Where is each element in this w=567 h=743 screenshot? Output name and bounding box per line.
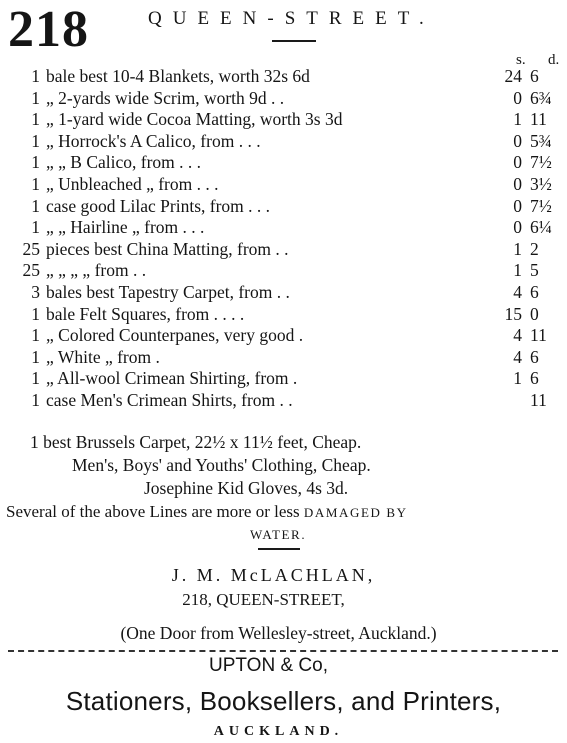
item-pence: 7½ [530, 195, 552, 216]
header-rule [272, 40, 316, 42]
item-quantity: 1 [31, 130, 40, 151]
section-rule [258, 548, 300, 550]
additional-lines [0, 431, 567, 546]
item-description: „ 1-yard wide Cocoa Matting, worth 3s 3d [46, 109, 343, 130]
damaged-notice-water: WATER. [250, 527, 307, 542]
list-item [0, 66, 567, 88]
item-description: „ Unbleached „ from . . . [46, 173, 219, 194]
item-shillings: 15 [504, 303, 522, 324]
item-quantity: 1 [31, 346, 40, 367]
item-shillings: 1 [513, 109, 522, 130]
merchant-address: 218, QUEEN-STREET, [182, 590, 345, 609]
item-description: „ Horrock's A Calico, from . . . [46, 130, 261, 151]
gloves-line: Josephine Kid Gloves, 4s 3d. [144, 478, 349, 498]
list-item [0, 239, 567, 261]
street-name: QUEEN-STREET. [148, 8, 435, 29]
item-description: „ „ Hairline „ from . . . [46, 217, 205, 238]
item-description: „ Colored Counterpanes, very good . [46, 325, 304, 346]
item-pence: 5¾ [530, 130, 552, 151]
item-pence: 6 [530, 281, 539, 302]
item-shillings: 0 [513, 173, 522, 194]
item-pence: 11 [530, 109, 547, 130]
firm-name: UPTON & Co, [209, 655, 328, 676]
list-item [0, 217, 567, 239]
item-pence: 5 [530, 260, 539, 281]
list-item [0, 347, 567, 369]
carpet-line: 1 best Brussels Carpet, 22½ x 11½ feet, Cheap. [30, 432, 362, 452]
item-pence: 6 [530, 368, 539, 389]
item-pence: 6 [530, 346, 539, 367]
item-description: case Men's Crimean Shirts, from . . [46, 389, 293, 410]
list-item [0, 304, 567, 326]
item-pence: 6¾ [530, 87, 552, 108]
damaged-notice [0, 500, 567, 523]
item-shillings: 0 [513, 130, 522, 151]
list-item [0, 88, 567, 110]
item-description: pieces best China Matting, from . . [46, 238, 289, 259]
shillings-column-header: s. [516, 52, 526, 68]
item-pence: 6¼ [530, 217, 552, 238]
item-pence: 2 [530, 238, 539, 259]
item-pence: 11 [530, 389, 547, 410]
item-shillings: 4 [513, 325, 522, 346]
list-item [0, 152, 567, 174]
item-pence: 7½ [530, 152, 552, 173]
list-item [0, 174, 567, 196]
item-shillings: 0 [513, 87, 522, 108]
clothing-line: Men's, Boys' and Youths' Clothing, Cheap. [72, 455, 371, 475]
damaged-notice-text: Several of the above Lines are more or less [6, 502, 304, 521]
merchant-name: J. M. McLACHLAN, [171, 565, 376, 585]
item-description: „ „ „ „ from . . [46, 260, 147, 281]
item-shillings: 24 [504, 66, 522, 86]
list-item [0, 109, 567, 131]
item-shillings: 1 [513, 238, 522, 259]
item-quantity: 1 [31, 389, 40, 410]
item-quantity: 3 [31, 281, 40, 302]
item-description: „ White „ from . [46, 346, 160, 367]
item-description: „ All-wool Crimean Shirting, from . [46, 368, 298, 389]
ad-divider [8, 650, 558, 652]
item-quantity: 1 [31, 66, 40, 86]
item-pence: 6 [530, 66, 539, 86]
item-shillings: 4 [513, 346, 522, 367]
merchant-location-note: (One Door from Wellesley-street, Auckland.) [120, 623, 437, 643]
list-item [0, 368, 567, 390]
item-description: case good Lilac Prints, from . . . [46, 195, 271, 216]
item-shillings: 1 [513, 260, 522, 281]
price-list [0, 66, 567, 412]
firm-trade: Stationers, Booksellers, and Printers, [65, 686, 502, 716]
item-description: „ „ B Calico, from . . . [46, 152, 202, 173]
list-item [0, 131, 567, 153]
item-quantity: 1 [31, 325, 40, 346]
item-description: bales best Tapestry Carpet, from . . [46, 281, 290, 302]
item-quantity: 25 [22, 238, 40, 259]
merchant-signature [0, 562, 567, 647]
ad-header [8, 1, 560, 68]
list-item [0, 282, 567, 304]
item-shillings: 0 [513, 195, 522, 216]
firm-city: AUCKLAND. [213, 724, 344, 739]
item-shillings: 0 [513, 152, 522, 173]
item-description: bale best 10-4 Blankets, worth 32s 6d [46, 66, 310, 86]
item-quantity: 1 [31, 217, 40, 238]
item-quantity: 1 [31, 368, 40, 389]
list-item [0, 196, 567, 218]
item-quantity: 1 [31, 173, 40, 194]
item-pence: 11 [530, 325, 547, 346]
second-advertisement [0, 654, 567, 743]
damaged-notice-emphasis: DAMAGED BY [303, 505, 408, 520]
item-quantity: 1 [31, 195, 40, 216]
item-shillings: 0 [513, 217, 522, 238]
item-pence: 3½ [530, 173, 552, 194]
list-item [0, 325, 567, 347]
item-quantity: 1 [31, 87, 40, 108]
item-quantity: 25 [22, 260, 40, 281]
item-quantity: 1 [31, 303, 40, 324]
item-quantity: 1 [31, 152, 40, 173]
item-shillings: 4 [513, 281, 522, 302]
pence-column-header: d. [548, 52, 560, 68]
list-item [0, 260, 567, 282]
item-quantity: 1 [31, 109, 40, 130]
item-shillings: 1 [513, 368, 522, 389]
street-number: 218 [8, 1, 89, 58]
item-pence: 0 [530, 303, 539, 324]
item-description: bale Felt Squares, from . . . . [46, 303, 245, 324]
item-description: „ 2-yards wide Scrim, worth 9d . . [46, 87, 285, 108]
list-item [0, 390, 567, 412]
